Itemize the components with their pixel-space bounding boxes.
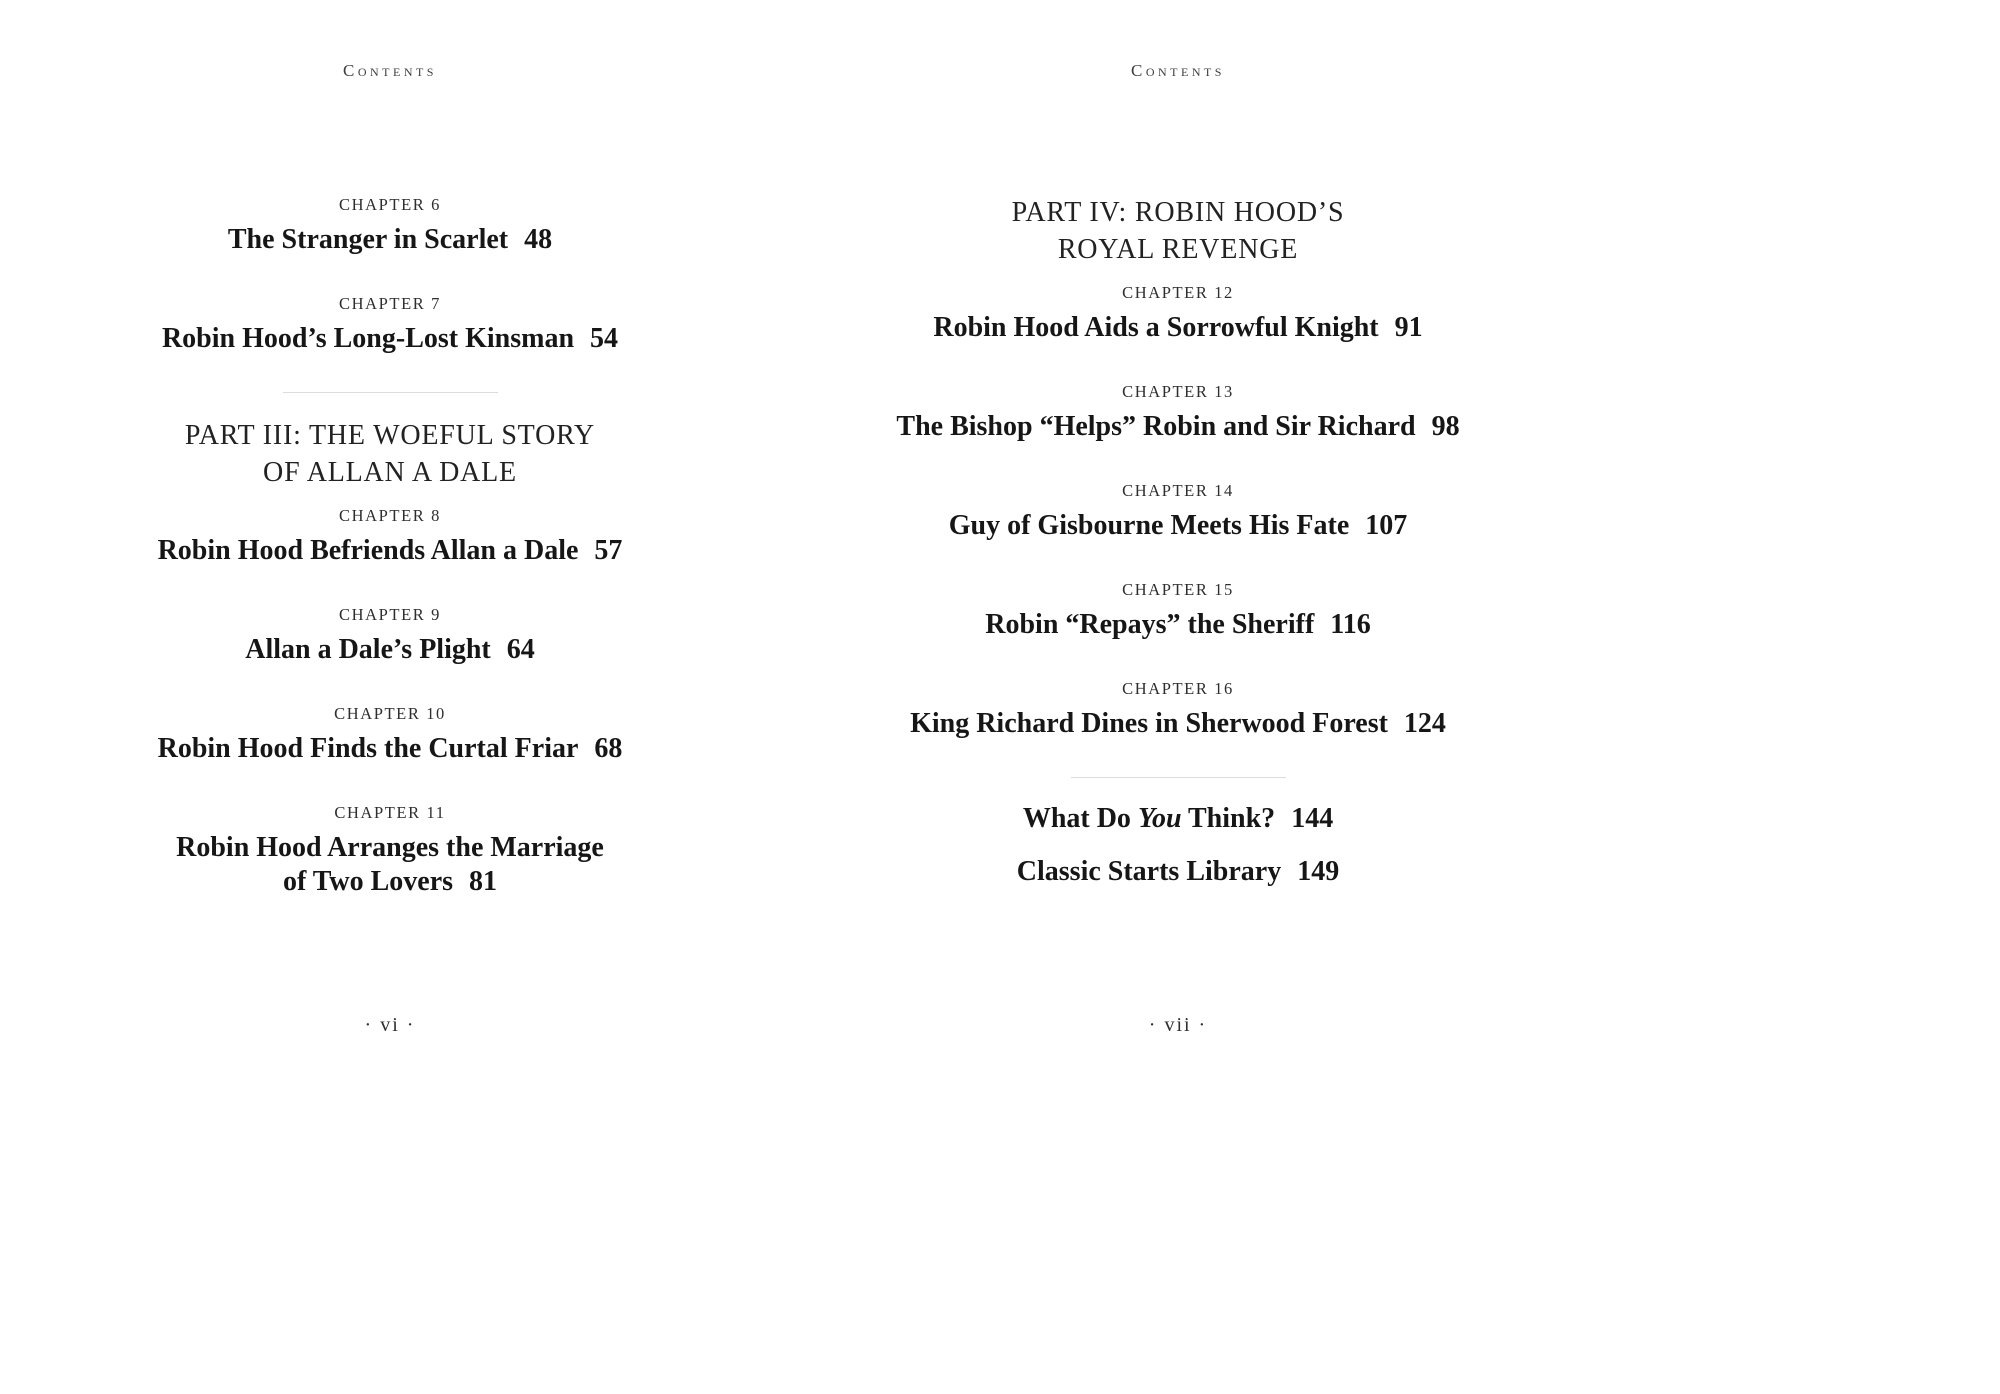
chapter-title — [0, 223, 780, 257]
toc-chapter — [788, 480, 1568, 543]
title-text: What Do — [1022, 803, 1138, 834]
toc-chapter — [0, 293, 780, 356]
title-text: King Richard Dines in Sherwood Forest — [910, 708, 1388, 739]
chapter-label: CHAPTER 13 — [1122, 382, 1234, 401]
toc-chapter — [0, 194, 780, 257]
page-ref: 54 — [590, 323, 619, 354]
title-text: Guy of Gisbourne Meets His Fate — [948, 510, 1350, 541]
page-ref: 48 — [524, 224, 553, 255]
title-line — [788, 855, 1568, 889]
title-line — [0, 732, 780, 766]
title-text: Robin Hood Aids a Sorrowful Knight — [933, 312, 1379, 343]
toc-chapter — [788, 579, 1568, 642]
toc-chapter — [0, 802, 780, 899]
page-ref: 107 — [1365, 510, 1408, 541]
title-line — [0, 633, 780, 667]
title-text: Allan a Dale’s Plight — [245, 634, 491, 665]
chapter-label: CHAPTER 15 — [1122, 580, 1234, 599]
part-heading-line: OF ALLAN A DALE — [263, 457, 517, 488]
page-ref: 68 — [594, 733, 623, 764]
chapter-title — [788, 608, 1568, 642]
page-number-left: · vi · — [364, 1014, 416, 1036]
part-heading-line: ROYAL REVENGE — [1057, 234, 1299, 265]
chapter-title — [0, 831, 780, 899]
title-text: The Bishop “Helps” Robin and Sir Richard — [896, 411, 1416, 442]
chapter-label: CHAPTER 10 — [334, 704, 446, 723]
title-text: Robin Hood Finds the Curtal Friar — [157, 733, 579, 764]
page-left — [0, 0, 780, 1394]
page-right — [788, 0, 1568, 1394]
toc-entry — [788, 855, 1568, 889]
title-text: Robin Hood’s Long-Lost Kinsman — [161, 323, 575, 354]
title-line — [788, 707, 1568, 741]
chapter-title — [788, 707, 1568, 741]
chapter-label: CHAPTER 9 — [339, 605, 441, 624]
toc-left — [0, 194, 780, 899]
title-line — [788, 410, 1568, 444]
italic-text: You — [1137, 803, 1182, 834]
part-heading — [0, 417, 780, 491]
chapter-label: CHAPTER 6 — [339, 195, 441, 214]
toc-chapter — [0, 703, 780, 766]
chapter-title — [0, 732, 780, 766]
running-head: Contents — [1130, 61, 1225, 80]
chapter-label: CHAPTER 11 — [334, 803, 446, 822]
title-line — [788, 509, 1568, 543]
toc-chapter — [788, 282, 1568, 345]
title-text: Classic Starts Library — [1016, 856, 1282, 887]
chapter-label: CHAPTER 12 — [1122, 283, 1234, 302]
chapter-title — [0, 322, 780, 356]
title-line — [0, 534, 780, 568]
toc-entry — [788, 802, 1568, 836]
toc-chapter — [788, 678, 1568, 741]
running-head: Contents — [342, 61, 437, 80]
toc-chapter — [0, 505, 780, 568]
section-divider — [1071, 777, 1286, 778]
toc-right — [788, 194, 1568, 889]
page-ref: 116 — [1330, 609, 1371, 640]
title-text: Robin Hood Arranges the Marriage — [176, 832, 604, 863]
page-ref: 91 — [1394, 312, 1423, 343]
page-number-right: · vii · — [1148, 1014, 1208, 1036]
page-ref: 64 — [506, 634, 535, 665]
title-text: Robin “Repays” the Sheriff — [985, 609, 1315, 640]
chapter-label: CHAPTER 8 — [339, 506, 441, 525]
chapter-title — [0, 534, 780, 568]
chapter-title — [0, 633, 780, 667]
part-heading — [788, 194, 1568, 268]
title-line — [0, 831, 780, 865]
chapter-title — [788, 410, 1568, 444]
section-divider — [283, 392, 498, 393]
toc-chapter — [0, 604, 780, 667]
title-line — [0, 865, 780, 899]
toc-chapter — [788, 381, 1568, 444]
title-line — [788, 802, 1568, 836]
title-line — [788, 311, 1568, 345]
page-ref: 124 — [1403, 708, 1446, 739]
chapter-label: CHAPTER 7 — [339, 294, 441, 313]
title-text: of Two Lovers — [282, 866, 454, 897]
title-line — [0, 322, 780, 356]
chapter-label: CHAPTER 16 — [1122, 679, 1234, 698]
chapter-title — [788, 802, 1568, 836]
chapter-label: CHAPTER 14 — [1122, 481, 1234, 500]
page-ref: 149 — [1297, 856, 1340, 887]
title-text: Think? — [1181, 803, 1276, 834]
title-text: The Stranger in Scarlet — [227, 224, 509, 255]
chapter-title — [788, 855, 1568, 889]
page-ref: 57 — [594, 535, 623, 566]
title-text: Robin Hood Befriends Allan a Dale — [157, 535, 579, 566]
part-heading-line: PART IV: ROBIN HOOD’S — [1011, 197, 1345, 228]
chapter-title — [788, 311, 1568, 345]
title-line — [0, 223, 780, 257]
part-heading-line: PART III: THE WOEFUL STORY — [184, 420, 596, 451]
page-ref: 98 — [1431, 411, 1460, 442]
chapter-title — [788, 509, 1568, 543]
page-ref: 81 — [469, 866, 498, 897]
title-line — [788, 608, 1568, 642]
page-ref: 144 — [1291, 803, 1334, 834]
